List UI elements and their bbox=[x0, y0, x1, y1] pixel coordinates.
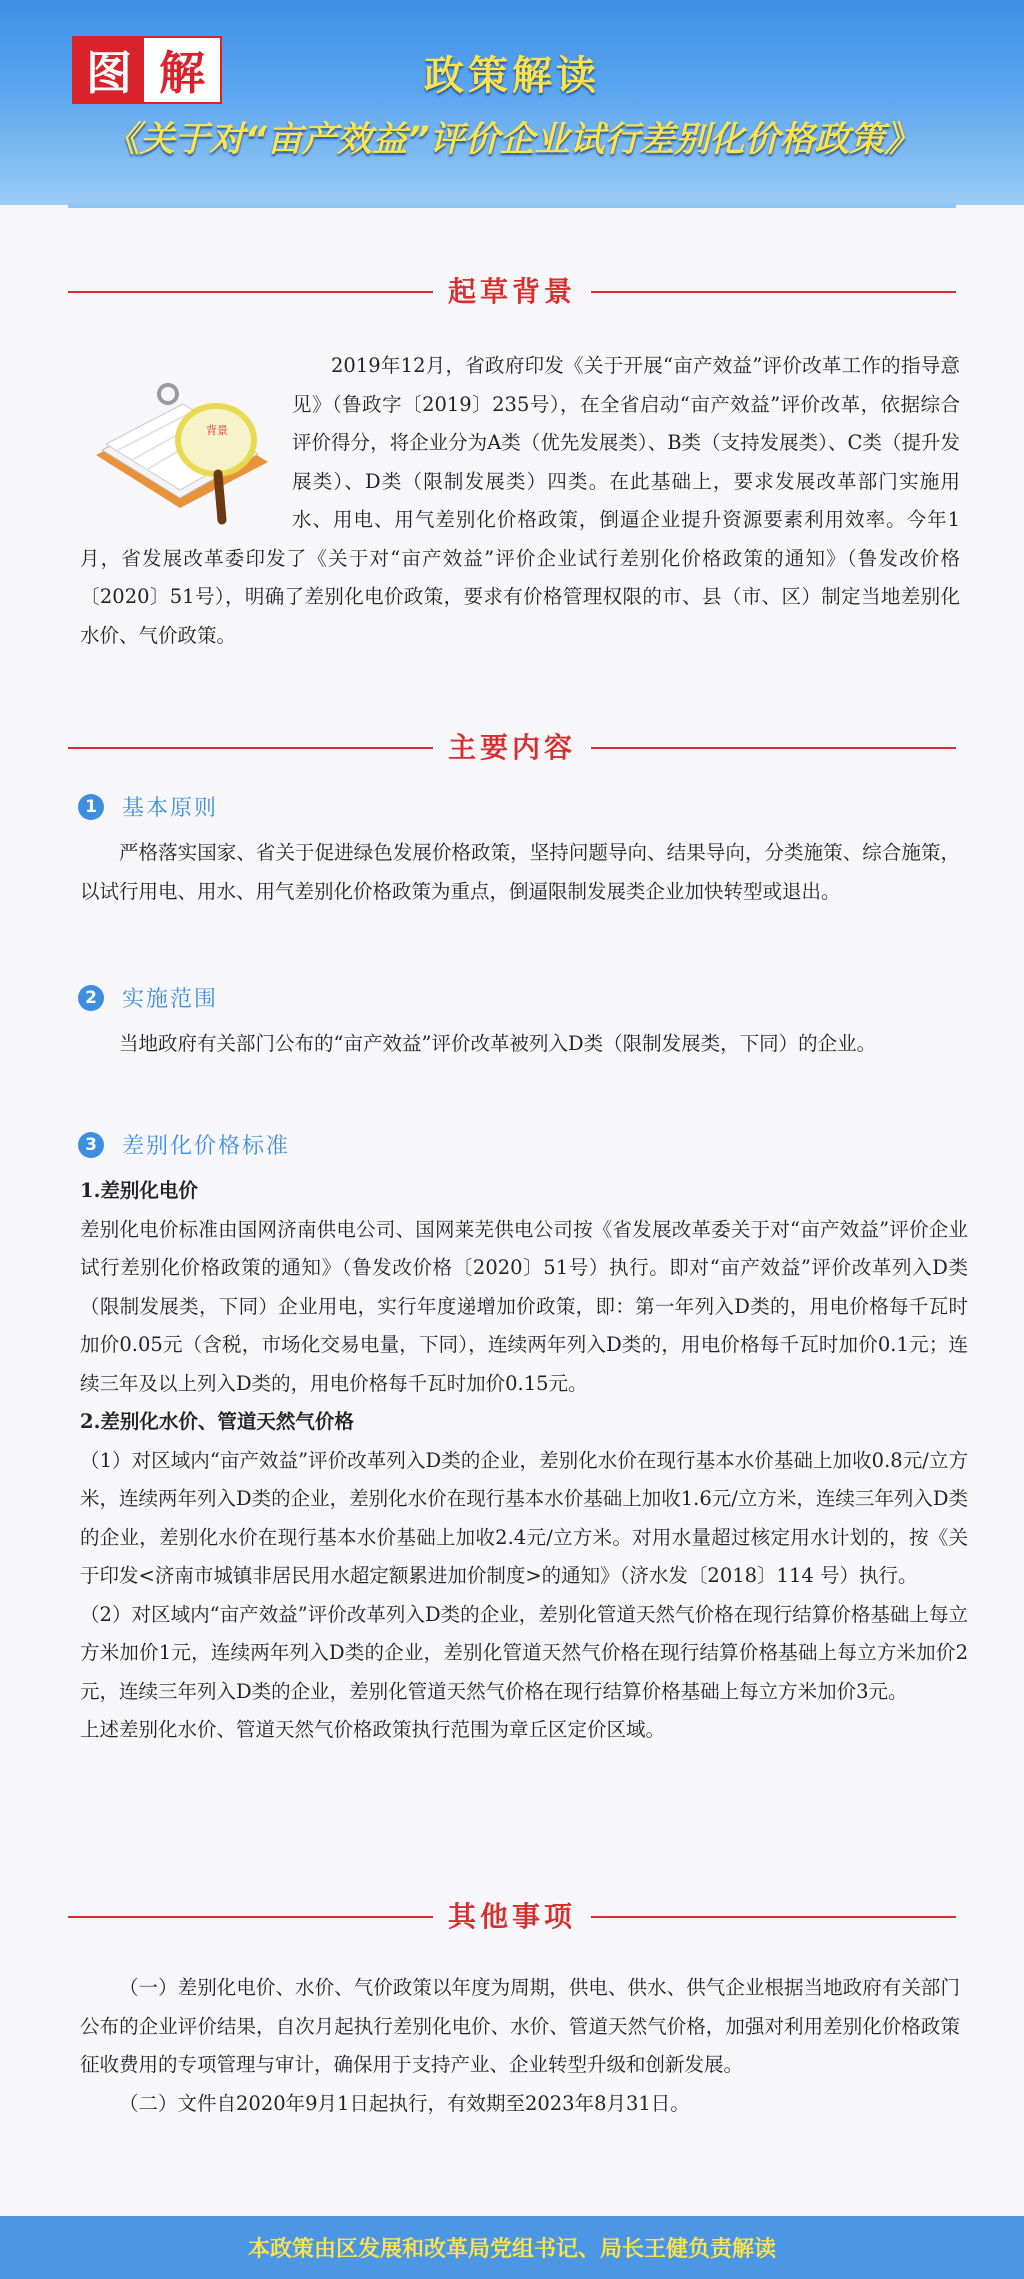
section-heading-other bbox=[68, 1897, 956, 1937]
subsection-pricing-standard bbox=[78, 1129, 290, 1160]
section-title: 其他事项 bbox=[447, 1900, 576, 1933]
other-item-1: （一）差别化电价、水价、气价政策以年度为周期，供电、供水、供气企业根据当地政府有关部门公布的企业评价结果，自次月起执行差别化电价、水价、管道天然气价格，加强对利用差别化价格政策征收费用的专项管理与审计，确保用于支持产业、企业转型升级和创新发展。 bbox=[80, 1976, 960, 2076]
gas-text: （2）对区域内“亩产效益”评价改革列入D类的企业，差别化管道天然气价格在现行结算价格基础上每立方米加价1元，连续两年列入D类的企业，差别化管道天然气价格在现行结算价格基础上每立方米加价2元，连续三年列入D类的企业，差别化管道天然气价格在现行结算价格基础上每立方米加价3元。 bbox=[80, 1602, 968, 1703]
header-divider bbox=[68, 203, 956, 208]
number-badge: 1 bbox=[78, 794, 104, 820]
section-heading-main bbox=[68, 728, 956, 768]
page-title: 政策解读 bbox=[424, 53, 600, 99]
scope-text: 当地政府有关部门公布的“亩产效益”评价改革被列入D类（限制发展类，下同）的企业。 bbox=[119, 1032, 877, 1055]
subsection-title: 基本原则 bbox=[122, 796, 219, 821]
icon-label: 背景 bbox=[206, 424, 228, 437]
background-text: 2019年12月，省政府印发《关于开展“亩产效益”评价改革工作的指导意见》（鲁政字〔2019〕235号），在全省启动“亩产效益”评价改革，依据综合评价得分，将企业分为A类（优先发展类）、B类（支持发展类）、C类（提升发展类）、D类（限制发展类）四类。在此基础上，要求发展改革部门实施用水、用电、用气差别化价格政策，倒逼企业提升资源要素利用效率。今年1月，省发展改革委印发了《关于对“亩产效益”评价企业试行差别化价格政策的通知》（鲁发改价格〔2020〕51号），明确了差别化电价政策，要求有价格管理权限的市、县（市、区）制定当地差别化水价、气价政策。 bbox=[80, 354, 960, 647]
scope-paragraph bbox=[80, 1025, 960, 1064]
background-paragraph bbox=[80, 347, 960, 655]
footer-text: 本政策由区发展和改革局党组书记、局长王健负责解读 bbox=[247, 2237, 776, 2262]
logo-char-2: 解 bbox=[159, 46, 205, 100]
number-badge: 2 bbox=[78, 985, 104, 1011]
subsection-scope bbox=[78, 982, 218, 1013]
electricity-title: 1.差别化电价 bbox=[80, 1179, 198, 1202]
water-text: （1）对区域内“亩产效益”评价改革列入D类的企业，差别化水价在现行基本水价基础上加收0.8元/立方米，连续两年列入D类的企业，差别化水价在现行基本水价基础上加收1.6元/立方米，连续三年列入D类的企业，差别化水价在现行基本水价基础上加收2.4元/立方米。对用水量超过核定用水计划的，按《关于印发<济南市城镇非居民用水超定额累进加价制度>的通知》（济水发〔2018〕114 号）执行。 bbox=[80, 1448, 968, 1587]
other-paragraphs bbox=[80, 1969, 960, 2123]
footer-banner bbox=[0, 2216, 1024, 2279]
subsection-title: 实施范围 bbox=[122, 987, 219, 1012]
header-banner bbox=[0, 0, 1024, 205]
number-badge: 3 bbox=[78, 1132, 104, 1158]
principle-paragraph bbox=[80, 834, 960, 911]
electricity-text: 差别化电价标准由国网济南供电公司、国网莱芜供电公司按《省发展改革委关于对“亩产效益”评价企业试行差别化价格政策的通知》（鲁发改价格〔2020〕51号）执行。即对“亩产效益”评价改革列入D类（限制发展类，下同）企业用电，实行年度递增加价政策，即：第一年列入D类的，用电价格每千瓦时加价0.05元（含税，市场化交易电量，下同），连续两年列入D类的，用电价格每千瓦时加价0.1元；连续三年及以上列入D类的，用电价格每千瓦时加价0.15元。 bbox=[80, 1217, 968, 1395]
page-subtitle: 《关于对“亩产效益”评价企业试行差别化价格政策》 bbox=[104, 120, 920, 160]
subsection-title: 差别化价格标准 bbox=[122, 1134, 291, 1159]
section-heading-background bbox=[68, 272, 956, 312]
water-gas-title: 2.差别化水价、管道天然气价格 bbox=[80, 1410, 354, 1433]
logo-char-1: 图 bbox=[74, 38, 144, 102]
principle-text: 严格落实国家、省关于促进绿色发展价格政策，坚持问题导向、结果导向，分类施策、综合施策，以试行用电、用水、用气差别化价格政策为重点，倒逼限制发展类企业加快转型或退出。 bbox=[80, 841, 960, 903]
section-title: 主要内容 bbox=[447, 731, 576, 764]
section-title: 起草背景 bbox=[447, 275, 576, 308]
pricing-paragraphs bbox=[80, 1172, 968, 1750]
scope-range-text: 上述差别化水价、管道天然气价格政策执行范围为章丘区定价区域。 bbox=[80, 1718, 666, 1741]
icon-spacer bbox=[80, 347, 292, 539]
subsection-basic-principle bbox=[78, 791, 218, 822]
other-item-2: （二）文件自2020年9月1日起执行，有效期至2023年8月31日。 bbox=[119, 2091, 690, 2115]
